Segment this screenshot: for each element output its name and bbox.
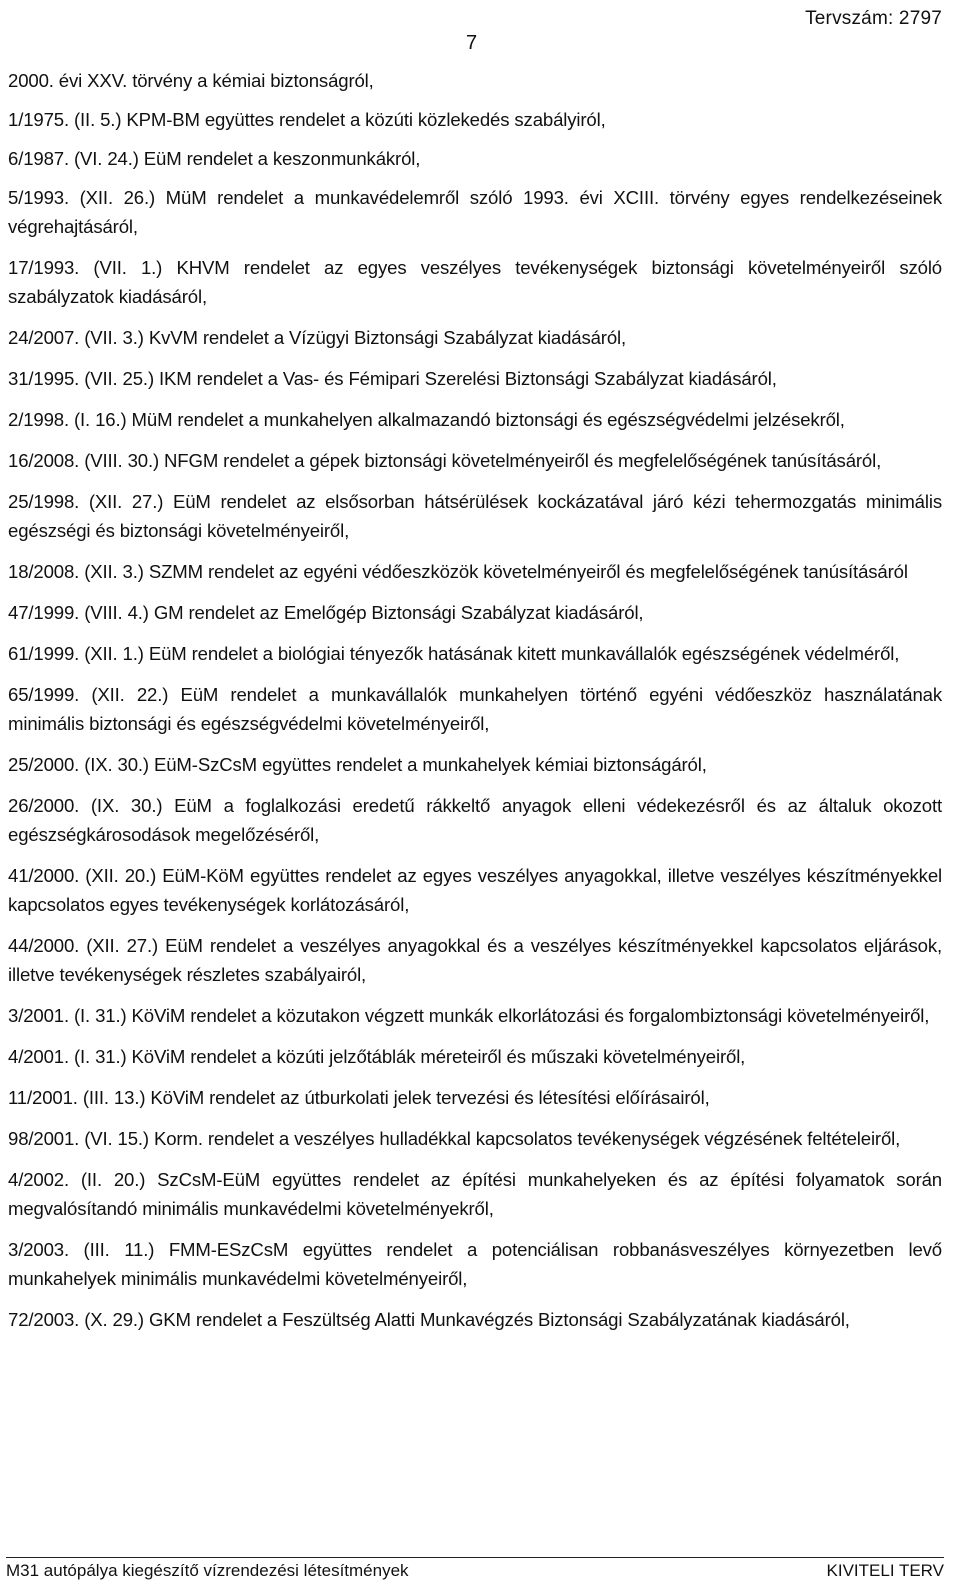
list-item: 2000. évi XXV. törvény a kémiai biztonságról, [8,70,374,91]
list-item: 4/2002. (II. 20.) SzCsM-EüM együttes rendelet az építési munkahelyeken és az építési folyamatok során megvalósítandó minimális munkavédelmi követelményekről, [8,1169,942,1219]
list-item: 44/2000. (XII. 27.) EüM rendelet a veszélyes anyagokkal és a veszélyes készítményekkel kapcsolatos eljárások, illetve tevékenységek részletes szabályairól, [8,935,942,985]
list-item: 11/2001. (III. 13.) KöViM rendelet az útburkolati jelek tervezési és létesítési előírásairól, [8,1087,710,1108]
document-number: Tervszám: 2797 [805,8,942,29]
list-item: 25/2000. (IX. 30.) EüM-SzCsM együttes rendelet a munkahelyek kémiai biztonságáról, [8,754,707,775]
list-item: 41/2000. (XII. 20.) EüM-KöM együttes rendelet az egyes veszélyes anyagokkal, illetve veszélyes készítményekkel kapcsolatos egyes tevékenységek korlátozásáról, [8,865,942,915]
list-item: 47/1999. (VIII. 4.) GM rendelet az Emelőgép Biztonsági Szabályzat kiadásáról, [8,602,644,623]
list-item: 31/1995. (VII. 25.) IKM rendelet a Vas- és Fémipari Szerelési Biztonsági Szabályzat kiadásáról, [8,368,777,389]
list-item: 5/1993. (XII. 26.) MüM rendelet a munkavédelemről szóló 1993. évi XCIII. törvény egyes rendelkezéseinek végrehajtásáról, [8,187,942,237]
list-item: 16/2008. (VIII. 30.) NFGM rendelet a gépek biztonsági követelményeiről és megfelelőségének tanúsításáról, [8,450,882,471]
list-item: 4/2001. (I. 31.) KöViM rendelet a közúti jelzőtáblák méreteiről és műszaki követelményeiről, [8,1046,746,1067]
list-item: 3/2001. (I. 31.) KöViM rendelet a közutakon végzett munkák elkorlátozási és forgalombiztonsági követelményeiről, [8,1005,930,1026]
list-item: 6/1987. (VI. 24.) EüM rendelet a keszonmunkákról, [8,148,421,169]
list-item: 72/2003. (X. 29.) GKM rendelet a Feszültség Alatti Munkavégzés Biztonsági Szabályzatának kiadásáról, [8,1309,850,1330]
list-item: 61/1999. (XII. 1.) EüM rendelet a biológiai tényezők hatásának kitett munkavállalók egészségének védelméről, [8,643,900,664]
page-footer [6,1557,944,1581]
list-item: 18/2008. (XII. 3.) SZMM rendelet az egyéni védőeszközök követelményeiről és megfelelőségének tanúsításáról [8,561,908,582]
regulation-list [8,66,942,1346]
footer-project-title: M31 autópálya kiegészítő vízrendezési létesítmények [6,1561,409,1580]
list-item: 2/1998. (I. 16.) MüM rendelet a munkahelyen alkalmazandó biztonsági és egészségvédelmi jelzésekről, [8,409,845,430]
list-item: 25/1998. (XII. 27.) EüM rendelet az elsősorban hátsérülések kockázatával járó kézi tehermozgatás minimális egészségi és biztonsági követelményeiről, [8,491,942,541]
list-item: 98/2001. (VI. 15.) Korm. rendelet a veszélyes hulladékkal kapcsolatos tevékenységek végzésének feltételeiről, [8,1128,901,1149]
footer-plan-type: KIVITELI TERV [826,1561,944,1580]
list-item: 26/2000. (IX. 30.) EüM a foglalkozási eredetű rákkeltő anyagok elleni védekezésről és az általuk okozott egészségkárosodások megelőzéséről, [8,795,942,845]
page-number: 7 [466,32,478,54]
list-item: 65/1999. (XII. 22.) EüM rendelet a munkavállalók munkahelyen történő egyéni védőeszköz használatának minimális biztonsági és egészségvédelmi követelményeiről, [8,684,942,734]
list-item: 17/1993. (VII. 1.) KHVM rendelet az egyes veszélyes tevékenységek biztonsági követelményeiről szóló szabályzatok kiadásáról, [8,257,942,307]
list-item: 3/2003. (III. 11.) FMM-ESzCsM együttes rendelet a potenciálisan robbanásveszélyes környezetben levő munkahelyek minimális munkavédelmi követelményeiről, [8,1239,942,1289]
list-item: 24/2007. (VII. 3.) KvVM rendelet a Vízügyi Biztonsági Szabályzat kiadásáról, [8,327,627,348]
list-item: 1/1975. (II. 5.) KPM-BM együttes rendelet a közúti közlekedés szabályiról, [8,109,606,130]
